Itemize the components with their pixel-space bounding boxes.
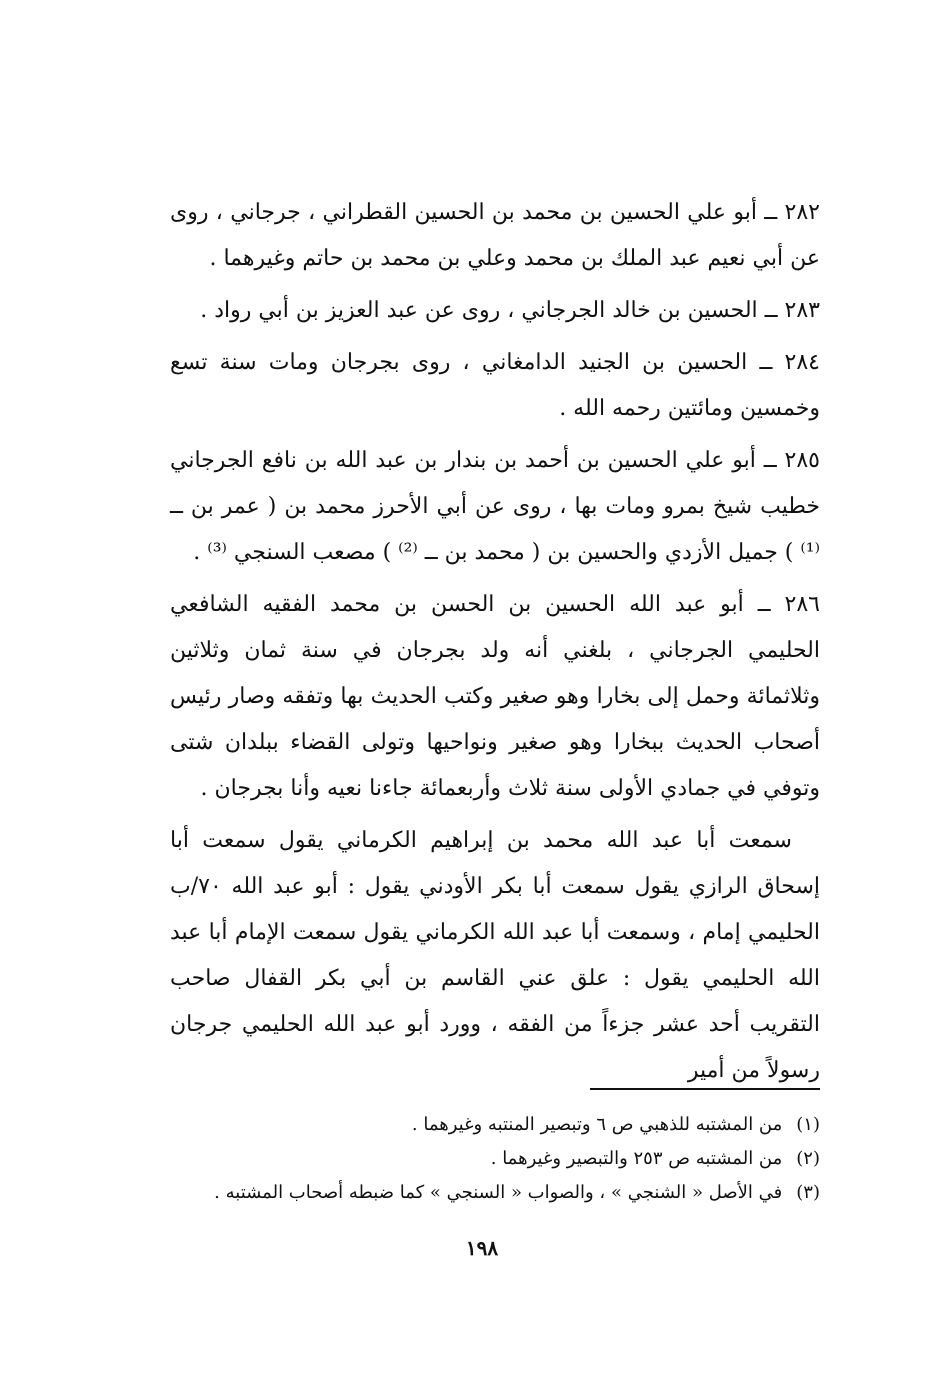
footnote-3 <box>170 1176 820 1210</box>
entry-285: ٢٨٥ ــ أبو علي الحسين بن أحمد بن بندار بن عبد الله بن نافع الجرجاني خطيب شيخ بمرو ومات بها ، روى عن أبي الأحرز محمد بن ( عمر بن ــ ⁽¹⁾ ) جميل الأزدي والحسين بن ( محمد بن ــ ⁽²⁾ ) مصعب السنجي ⁽³⁾ . <box>170 448 820 565</box>
main-text <box>170 190 820 1094</box>
footnotes <box>170 1108 820 1210</box>
footnote-text: في الأصل « الشنجي » ، والصواب « السنجي » كما ضبطه أصحاب المشتبه . <box>214 1182 783 1203</box>
footnote-divider <box>590 1088 820 1090</box>
page-number: ١٩٨ <box>465 1236 499 1260</box>
footnote-2 <box>170 1142 820 1176</box>
footnote-text: من المشتبه ص ٢٥٣ والتبصير وغيرهما . <box>490 1148 783 1169</box>
footnote-number: (٢) <box>796 1148 820 1169</box>
footnote-number: (١) <box>796 1114 820 1135</box>
entry-282: ٢٨٢ ــ أبو علي الحسين بن محمد بن الحسين القطراني ، جرجاني ، روى عن أبي نعيم عبد الملك بن محمد وعلي بن محمد بن حاتم وغيرهما . <box>170 200 820 271</box>
footnote-text: من المشتبه للذهبي ص ٦ وتبصير المنتبه وغيرهما . <box>411 1114 783 1135</box>
entry-286: ٢٨٦ ــ أبو عبد الله الحسين بن الحسن بن محمد الفقيه الشافعي الحليمي الجرجاني ، بلغني أنه ولد بجرجان في سنة ثمان وثلاثين وثلاثمائة وحمل إلى بخارا وهو صغير وكتب الحديث بها وتفقه وصار رئيس أصحاب الحديث ببخارا وهو صغير ونواحيها وتولى القضاء ببلدان شتى وتوفي في جمادي الأولى سنة ثلاث وأربعمائة جاءنا نعيه وأنا بجرجان . <box>170 592 820 801</box>
footnote-number: (٣) <box>796 1182 820 1203</box>
narration-paragraph: سمعت أبا عبد الله محمد بن إبراهيم الكرماني يقول سمعت أبا إسحاق الرازي يقول سمعت أبا بكر الأودني يقول : أبو عبد الله ٧٠/ب الحليمي إمام ، وسمعت أبا عبد الله الكرماني يقول سمعت الإمام أبا عبد الله الحليمي يقول : علق عني القاسم بن أبي بكر القفال صاحب التقريب أحد عشر جزءاً من الفقه ، وورد أبو عبد الله الحليمي جرجان رسولاً من أمير <box>170 828 820 1083</box>
entry-283: ٢٨٣ ــ الحسين بن خالد الجرجاني ، روى عن عبد العزيز بن أبي رواد . <box>200 298 820 323</box>
entry-284: ٢٨٤ ــ الحسين بن الجنيد الدامغاني ، روى بجرجان ومات سنة تسع وخمسين ومائتين رحمه الله . <box>170 350 820 421</box>
footnote-1 <box>170 1108 820 1142</box>
